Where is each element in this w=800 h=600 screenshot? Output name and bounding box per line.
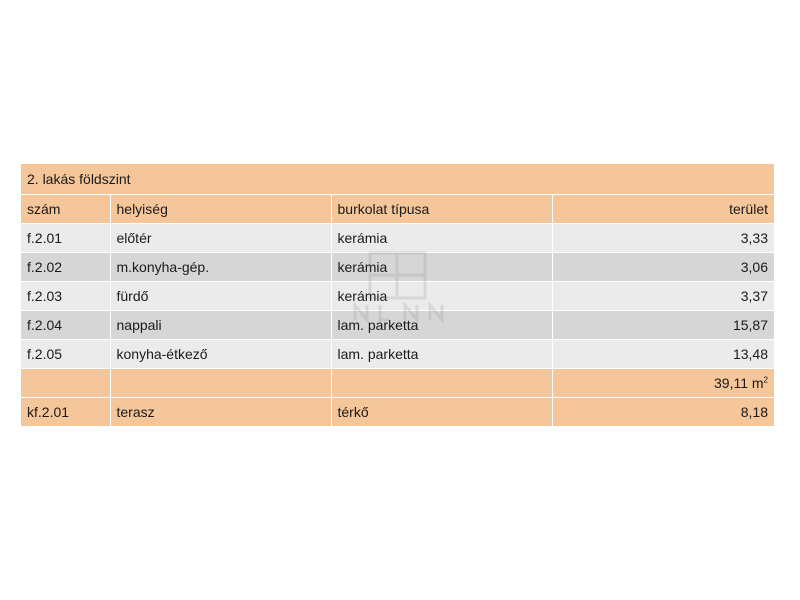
table-extra-row — [21, 398, 774, 427]
cell-floor: lam. parketta — [331, 311, 552, 340]
table-row — [21, 311, 774, 340]
cell-floor: kerámia — [331, 224, 552, 253]
table-title: 2. lakás földszint — [21, 164, 774, 195]
cell-area: 13,48 — [552, 340, 774, 369]
table-row — [21, 340, 774, 369]
cell-room: fürdő — [110, 282, 331, 311]
total-empty-cell — [331, 369, 552, 398]
total-empty-cell — [21, 369, 110, 398]
cell-num: f.2.02 — [21, 253, 110, 282]
table-row — [21, 253, 774, 282]
total-area-unit-sup: 2 — [763, 375, 768, 385]
table-row — [21, 224, 774, 253]
table-total-row — [21, 369, 774, 398]
cell-floor: lam. parketta — [331, 340, 552, 369]
total-area-value: 39,11 m — [714, 375, 764, 391]
header-num: szám — [21, 195, 110, 224]
cell-room: m.konyha-gép. — [110, 253, 331, 282]
cell-area: 15,87 — [552, 311, 774, 340]
cell-room: konyha-étkező — [110, 340, 331, 369]
total-empty-cell — [110, 369, 331, 398]
table-row — [21, 282, 774, 311]
cell-num: f.2.03 — [21, 282, 110, 311]
cell-num: f.2.01 — [21, 224, 110, 253]
total-area — [552, 369, 774, 398]
cell-room: terasz — [110, 398, 331, 427]
cell-area: 3,06 — [552, 253, 774, 282]
cell-floor: kerámia — [331, 253, 552, 282]
table-title-row — [21, 164, 774, 195]
room-area-table — [21, 164, 774, 427]
cell-area: 3,37 — [552, 282, 774, 311]
cell-floor: kerámia — [331, 282, 552, 311]
header-room: helyiség — [110, 195, 331, 224]
cell-num: f.2.05 — [21, 340, 110, 369]
table-header-row — [21, 195, 774, 224]
cell-area: 8,18 — [552, 398, 774, 427]
header-area: terület — [552, 195, 774, 224]
cell-num: kf.2.01 — [21, 398, 110, 427]
header-floor: burkolat típusa — [331, 195, 552, 224]
cell-room: előtér — [110, 224, 331, 253]
cell-room: nappali — [110, 311, 331, 340]
cell-floor: térkő — [331, 398, 552, 427]
cell-area: 3,33 — [552, 224, 774, 253]
cell-num: f.2.04 — [21, 311, 110, 340]
